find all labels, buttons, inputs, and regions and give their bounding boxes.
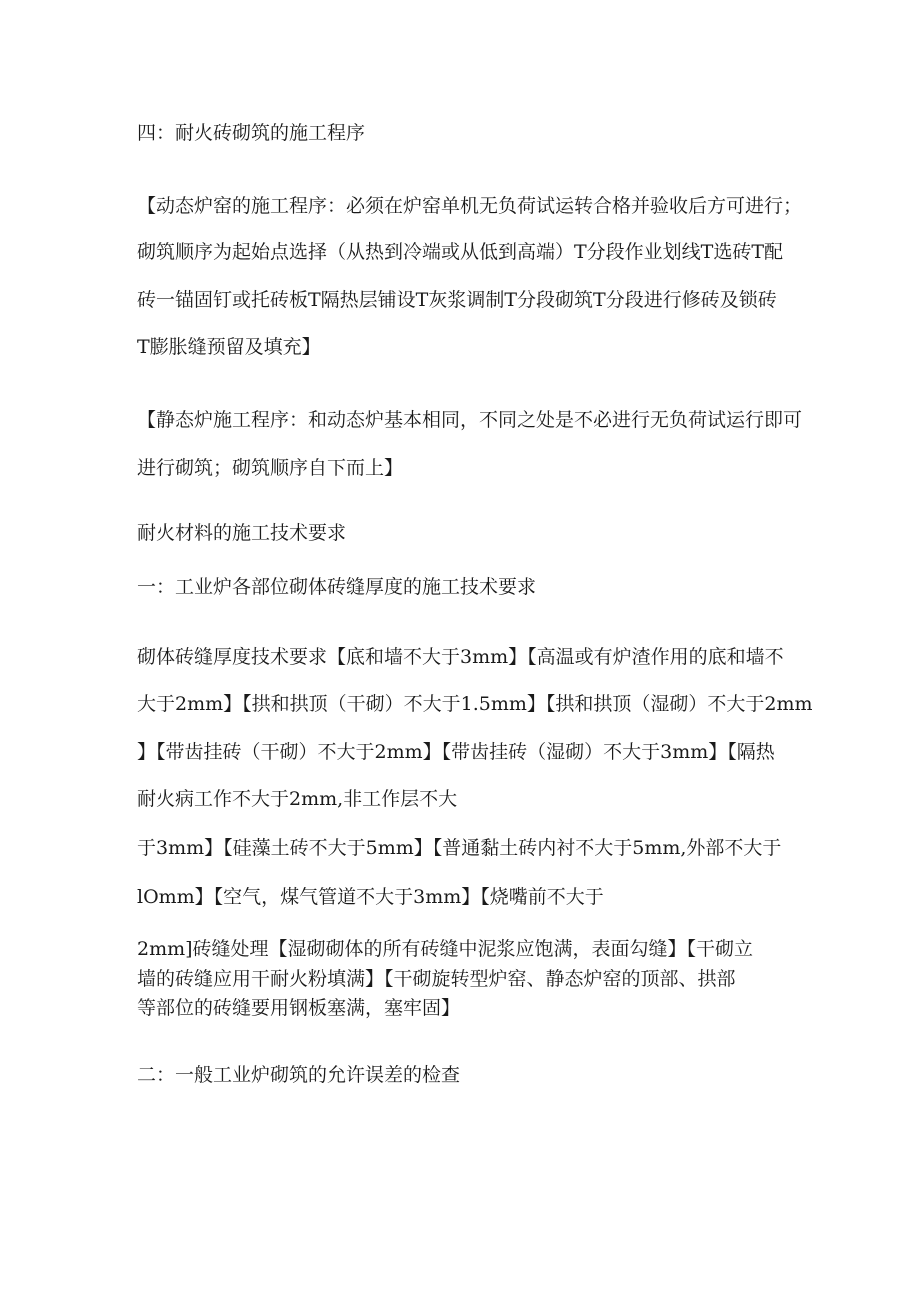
static-kiln-line-2: 进行砌筑；砌筑顺序自下而上】 xyxy=(137,457,404,479)
dynamic-kiln-line-4: T膨胀缝预留及填充】 xyxy=(137,336,321,358)
joint-requirement-line-1: 砌体砖缝厚度技术要求【底和墙不大于3mm】【高温或有炉渣作用的底和墙不 xyxy=(137,646,784,668)
joint-treatment-line-1: 2mm]砖缝处理【湿砌砌体的所有砖缝中泥浆应饱满，表面勾缝】【干砌立 xyxy=(137,938,754,960)
joint-requirement-line-3: 】【带齿挂砖（干砌）不大于2mm】【带齿挂砖（湿砌）不大于3mm】【隔热 xyxy=(137,741,775,763)
joint-requirement-line-4: 耐火病工作不大于2mm,非工作层不大 xyxy=(137,788,458,810)
joint-treatment-line-2: 墙的砖缝应用干耐火粉填满】【干砌旋转型炉窑、静态炉窑的顶部、拱部 xyxy=(137,968,736,990)
joint-treatment-line-3: 等部位的砖缝要用钢板塞满，塞牢固】 xyxy=(137,997,461,1019)
joint-requirement-line-2: 大于2mm】【拱和拱顶（干砌）不大于1.5mm】【拱和拱顶（湿砌）不大于2mm xyxy=(137,693,813,715)
joint-requirement-line-6: lOmm】【空气，煤气管道不大于3mm】【烧嘴前不大于 xyxy=(137,886,604,908)
heading-section-2: 二：一般工业炉砌筑的允许误差的检查 xyxy=(137,1064,461,1086)
joint-requirement-line-5: 于3mm】【硅藻土砖不大于5mm】【普通黏土砖内衬不大于5mm,外部不大于 xyxy=(137,837,782,859)
dynamic-kiln-line-2: 砌筑顺序为起始点选择（从热到冷端或从低到高端）T分段作业划线T选砖T配 xyxy=(137,241,784,263)
static-kiln-line-1: 【静态炉施工程序：和动态炉基本相同，不同之处是不必进行无负荷试运行即可 xyxy=(137,409,803,431)
dynamic-kiln-line-1: 【动态炉窑的施工程序：必须在炉窑单机无负荷试运转合格并验收后方可进行； xyxy=(137,195,803,217)
dynamic-kiln-line-3: 砖一锚固钉或托砖板T隔热层铺设T灰浆调制T分段砌筑T分段进行修砖及锁砖 xyxy=(137,289,777,311)
section-title: 耐火材料的施工技术要求 xyxy=(137,522,347,544)
heading-section-4: 四：耐火砖砌筑的施工程序 xyxy=(137,122,366,144)
heading-section-1: 一：工业炉各部位砌体砖缝厚度的施工技术要求 xyxy=(137,576,537,598)
